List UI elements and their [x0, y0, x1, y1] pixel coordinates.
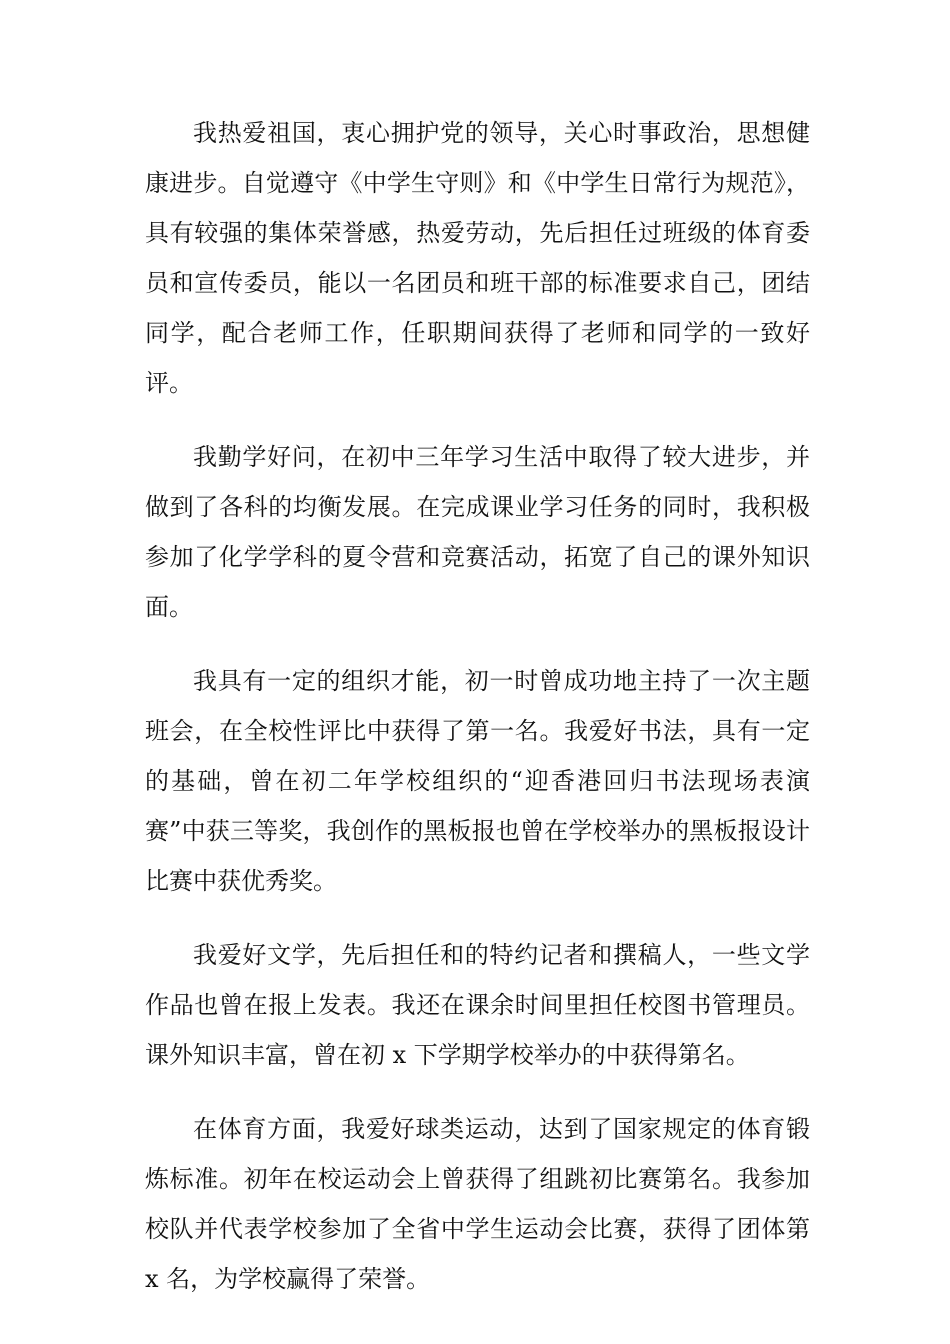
document-body — [145, 108, 810, 1328]
paragraph-literature: 我爱好文学，先后担任和的特约记者和撰稿人，一些文学作品也曾在报上发表。我还在课余时间里担任校图书管理员。课外知识丰富，曾在初 x 下学期学校举办的中获得第名。 — [145, 941, 810, 1069]
paragraph-sports: 在体育方面，我爱好球类运动，达到了国家规定的体育锻炼标准。初年在校运动会上曾获得了组跳初比赛第名。我参加校队并代表学校参加了全省中学生运动会比赛，获得了团体第 x 名，为学校赢得了荣誉。 — [145, 1115, 810, 1293]
paragraph-organization: 我具有一定的组织才能，初一时曾成功地主持了一次主题班会，在全校性评比中获得了第一名。我爱好书法，具有一定的基础，曾在初二年学校组织的“迎香港回归书法现场表演赛”中获三等奖，我创作的黑板报也曾在学校举办的黑板报设计比赛中获优秀奖。 — [145, 667, 810, 895]
paragraph-patriotism: 我热爱祖国，衷心拥护党的领导，关心时事政治，思想健康进步。自觉遵守《中学生守则》和《中学生日常行为规范》，具有较强的集体荣誉感，热爱劳动，先后担任过班级的体育委员和宣传委员，能以一名团员和班干部的标准要求自己，团结同学，配合老师工作，任职期间获得了老师和同学的一致好评。 — [145, 119, 810, 397]
paragraph-study: 我勤学好问，在初中三年学习生活中取得了较大进步，并做到了各科的均衡发展。在完成课业学习任务的同时，我积极参加了化学学科的夏令营和竞赛活动，拓宽了自己的课外知识面。 — [145, 443, 810, 621]
